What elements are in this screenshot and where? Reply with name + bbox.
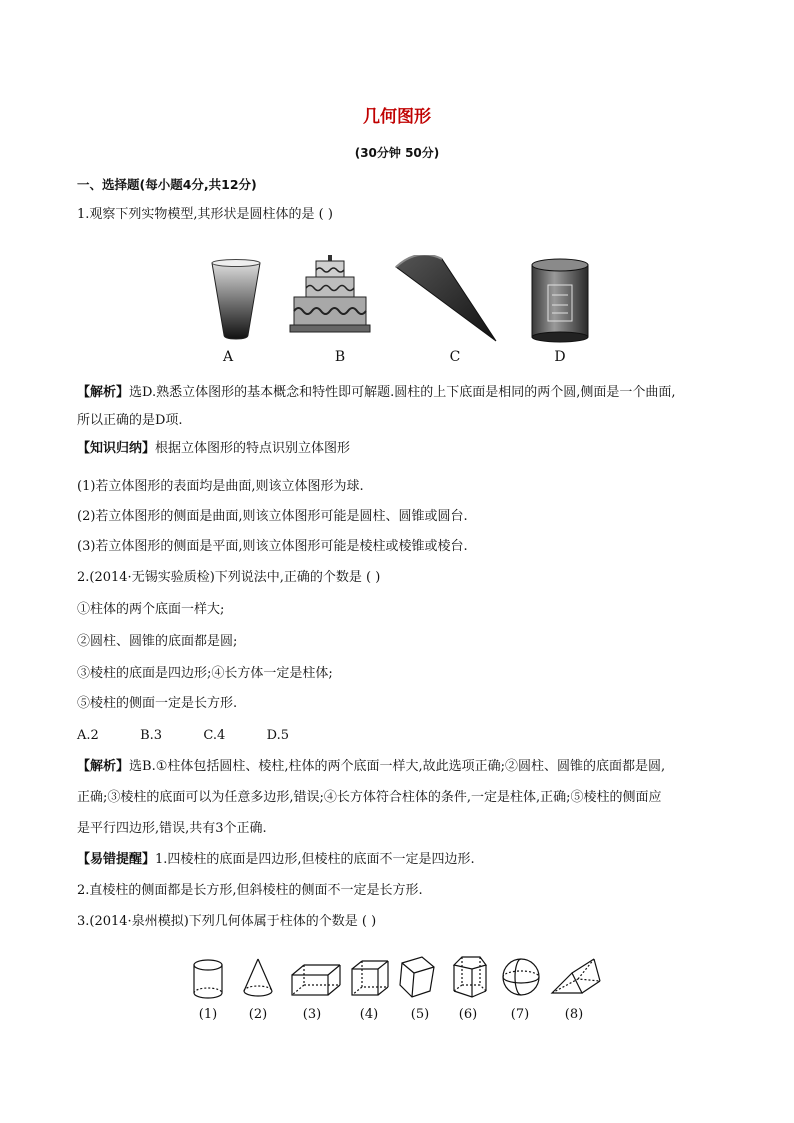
question-2-statement-2: ②圆柱、圆锥的底面都是圆; — [77, 634, 238, 649]
question-2-statement-1: ①柱体的两个底面一样大; — [77, 602, 225, 617]
cube-icon — [352, 961, 388, 995]
layered-cake-icon — [290, 255, 370, 332]
page-title: 几何图形 — [363, 107, 431, 127]
question-1-stem: 1.观察下列实物模型,其形状是圆柱体的是 ( ) — [77, 207, 333, 222]
section-heading: 一、选择题(每小题4分,共12分) — [77, 177, 257, 192]
analysis-text: 选D.熟悉立体图形的基本概念和特性即可解题.圆柱的上下底面是相同的两个圆,侧面是一个曲面, — [129, 385, 676, 400]
summary-point-1: (1)若立体图形的表面均是曲面,则该立体图形为球. — [77, 479, 364, 494]
ice-cream-cone-icon — [396, 255, 496, 341]
analysis-tag: 【解析】 — [77, 759, 130, 774]
analysis-tag: 【解析】 — [77, 385, 130, 400]
question-1-figure-drawings — [190, 255, 590, 350]
question-2-analysis-line-2: 正确;③棱柱的底面可以为任意多边形,错误;④长方体符合柱体的条件,一定是柱体,正确;⑤棱柱的侧面应 — [77, 790, 662, 805]
question-1-analysis-line-2: 所以正确的是D项. — [77, 413, 183, 428]
option-a-label: A — [222, 349, 234, 365]
question-3-stem: 3.(2014·泉州模拟)下列几何体属于柱体的个数是 ( ) — [77, 914, 377, 929]
triangular-prism-icon — [552, 959, 600, 993]
question-2-choices: A.2 B.3 C.4 D.5 — [77, 728, 289, 743]
option-d-label: D — [554, 349, 566, 365]
solid-label-4: (4) — [359, 1007, 379, 1022]
solid-label-5: (5) — [410, 1007, 430, 1022]
question-2-analysis-line-3: 是平行四边形,错误,共有3个正确. — [77, 821, 267, 836]
option-b-label: B — [334, 349, 346, 365]
question-2-analysis-line-1 — [77, 758, 727, 776]
cone-icon — [244, 959, 272, 996]
solid-label-3: (3) — [302, 1007, 322, 1022]
solid-label-1: (1) — [198, 1007, 218, 1022]
summary-text: 根据立体图形的特点识别立体图形 — [155, 441, 351, 456]
analysis-text: 选B.①柱体包括圆柱、棱柱,柱体的两个底面一样大,故此选项正确;②圆柱、圆锥的底面都是圆, — [129, 759, 666, 774]
error-tip-2: 2.直棱柱的侧面都是长方形,但斜棱柱的侧面不一定是长方形. — [77, 883, 423, 898]
page-subtitle: (30分钟 50分) — [354, 146, 440, 160]
tip-text: 1.四棱柱的底面是四边形,但棱柱的底面不一定是四边形. — [155, 852, 475, 867]
tip-tag: 【易错提醒】 — [77, 852, 156, 867]
knowledge-summary — [77, 440, 727, 458]
tea-can-icon — [532, 259, 588, 342]
option-c-label: C — [449, 349, 461, 365]
sphere-icon — [503, 959, 539, 995]
pentagonal-prism-icon — [454, 957, 486, 997]
summary-tag: 【知识归纳】 — [77, 441, 156, 456]
question-3-solids — [186, 955, 606, 1005]
summary-point-3: (3)若立体图形的侧面是平面,则该立体图形可能是棱柱或棱锥或棱台. — [77, 539, 468, 554]
error-tip-1 — [77, 851, 727, 869]
solid-label-2: (2) — [248, 1007, 268, 1022]
summary-point-2: (2)若立体图形的侧面是曲面,则该立体图形可能是圆柱、圆锥或圆台. — [77, 509, 468, 524]
cylinder-icon — [194, 960, 222, 998]
solid-label-8: (8) — [564, 1007, 584, 1022]
solid-label-6: (6) — [458, 1007, 478, 1022]
slanted-prism-icon — [400, 957, 434, 997]
question-1-figure — [190, 255, 590, 370]
question-3-figure — [186, 955, 606, 1030]
rectangular-prism-icon — [292, 965, 340, 995]
question-1-analysis-line-1 — [77, 384, 727, 402]
question-2-statement-3: ③棱柱的底面是四边形;④长方体一定是柱体; — [77, 666, 333, 681]
glass-cup-icon — [212, 260, 260, 340]
question-2-statement-4: ⑤棱柱的侧面一定是长方形. — [77, 696, 238, 711]
question-2-stem: 2.(2014·无锡实验质检)下列说法中,正确的个数是 ( ) — [77, 570, 381, 585]
solid-label-7: (7) — [510, 1007, 530, 1022]
